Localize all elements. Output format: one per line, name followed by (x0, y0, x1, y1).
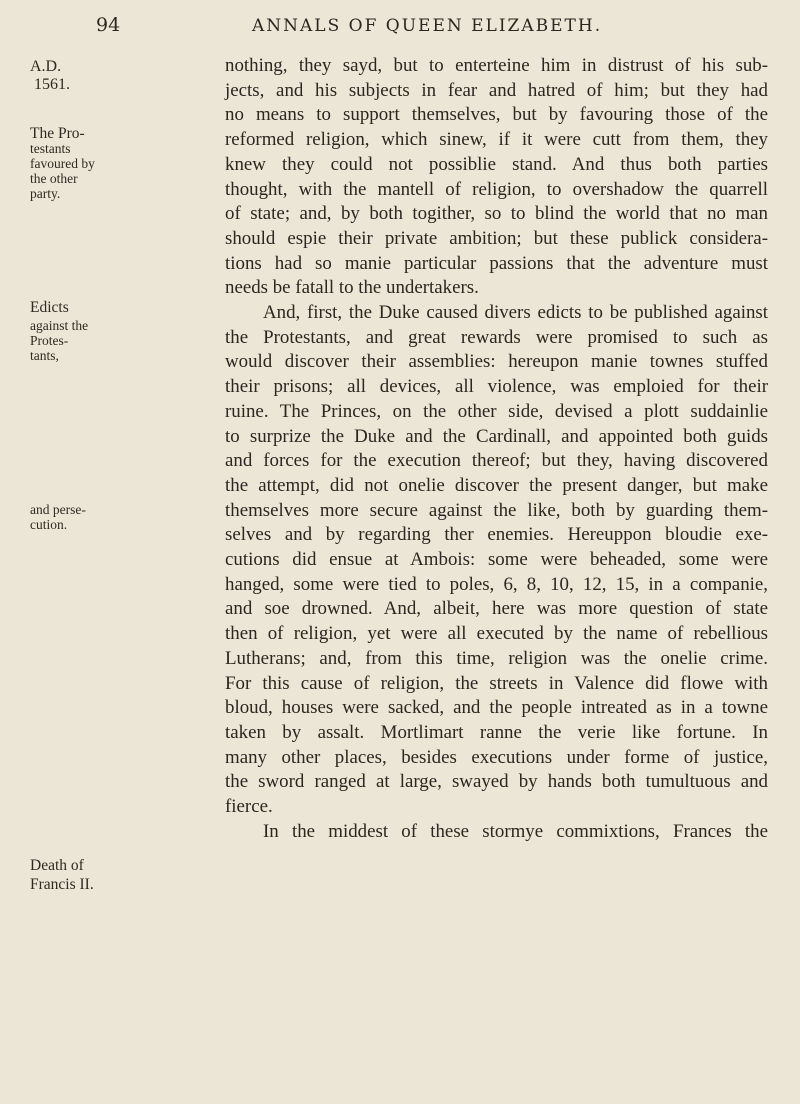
text-line: tions had so manie particular passions that the adventure must (225, 252, 768, 274)
margin-note-line: The Pro- (30, 125, 85, 142)
margin-note-line: tants, (30, 348, 59, 363)
margin-note-date (30, 58, 130, 94)
body-text (225, 54, 768, 845)
text-line: fierce. (225, 796, 273, 818)
text-line: to surprize the Duke and the Cardinall, and appointed both guids (225, 425, 768, 447)
text-line: themselves more secure against the like, both by guarding them- (225, 499, 768, 521)
margin-note-edicts (30, 300, 130, 363)
text-line: then of religion, yet were all executed by the name of rebellious (225, 623, 768, 645)
text-line: their prisons; all devices, all violence, was emploied for their (225, 376, 768, 398)
text-line: thought, with the mantell of religion, to overshadow the quarrell (225, 178, 768, 200)
margin-note-line: Protes- (30, 333, 69, 348)
text-line: reformed religion, which sinew, if it were cutt from them, they (225, 129, 768, 151)
text-line: needs be fatall to the undertakers. (225, 277, 479, 299)
text-line: jects, and his subjects in fear and hatred of him; but they had (225, 79, 768, 101)
page-number: 94 (96, 14, 121, 36)
text-line: and soe drowned. And, albeit, here was more question of state (225, 598, 768, 620)
running-title: ANNALS OF QUEEN ELIZABETH. (252, 16, 603, 36)
text-line: In the middest of these stormye commixtions, Frances the (263, 820, 768, 842)
page-header (0, 14, 800, 42)
margin-note-line: 1561. (34, 76, 70, 93)
margin-note-line: and perse- (30, 502, 86, 517)
text-line: bloud, houses were sacked, and the people intreated as in a towne (225, 697, 768, 719)
margin-note-line: cution. (30, 517, 68, 532)
margin-note-death (30, 856, 130, 894)
text-line: of state; and, by both togither, so to blind the world that no man (225, 203, 768, 225)
text-line: would discover their assemblies: hereupon manie townes stuffed (225, 351, 768, 373)
text-line: nothing, they sayd, but to enterteine him in distrust of his sub- (225, 55, 768, 76)
margin-note-line: A.D. (30, 58, 62, 75)
margin-note-line: the other (30, 171, 78, 186)
margin-note-line: Edicts (30, 299, 69, 316)
text-line: hanged, some were tied to poles, 6, 8, 10, 12, 15, in a companie, (225, 573, 768, 595)
text-line: the Protestants, and great rewards were promised to such as (225, 326, 768, 348)
text-line: and forces for the execution thereof; but they, having discovered (225, 450, 768, 472)
text-line: no means to support themselves, but by favouring those of the (225, 104, 768, 126)
text-line: knew they could not possiblie stand. And thus both parties (225, 153, 768, 175)
text-line: For this cause of religion, the streets in Valence did flowe with (225, 672, 768, 694)
margin-note-line: Death of (30, 857, 84, 874)
margin-note-line: party. (30, 186, 61, 201)
margin-note-line: testants (30, 141, 71, 156)
margin-note-line: Francis II. (30, 876, 94, 893)
text-line: the attempt, did not onelie discover the present danger, but make (225, 474, 768, 496)
text-line: many other places, besides executions under forme of justice, (225, 746, 768, 768)
margin-note-protestants (30, 126, 130, 201)
text-line: should espie their private ambition; but these publick considera- (225, 227, 768, 249)
text-line: cutions did ensue at Ambois: some were beheaded, some were (225, 549, 768, 571)
margin-note-persecution (30, 502, 130, 532)
margin-note-line: against the (30, 318, 89, 333)
margin-note-line: favoured by (30, 156, 95, 171)
text-line: selves and by regarding ther enemies. Hereuppon bloudie exe- (225, 524, 768, 546)
text-line: Lutherans; and, from this time, religion was the onelie crime. (225, 647, 768, 669)
text-line: ruine. The Princes, on the other side, devised a plott suddainlie (225, 400, 768, 422)
text-line: taken by assalt. Mortlimart ranne the verie like fortune. In (225, 721, 768, 743)
text-line: And, first, the Duke caused divers edicts to be published against (263, 302, 768, 324)
text-line: the sword ranged at large, swayed by hands both tumultuous and (225, 771, 768, 793)
